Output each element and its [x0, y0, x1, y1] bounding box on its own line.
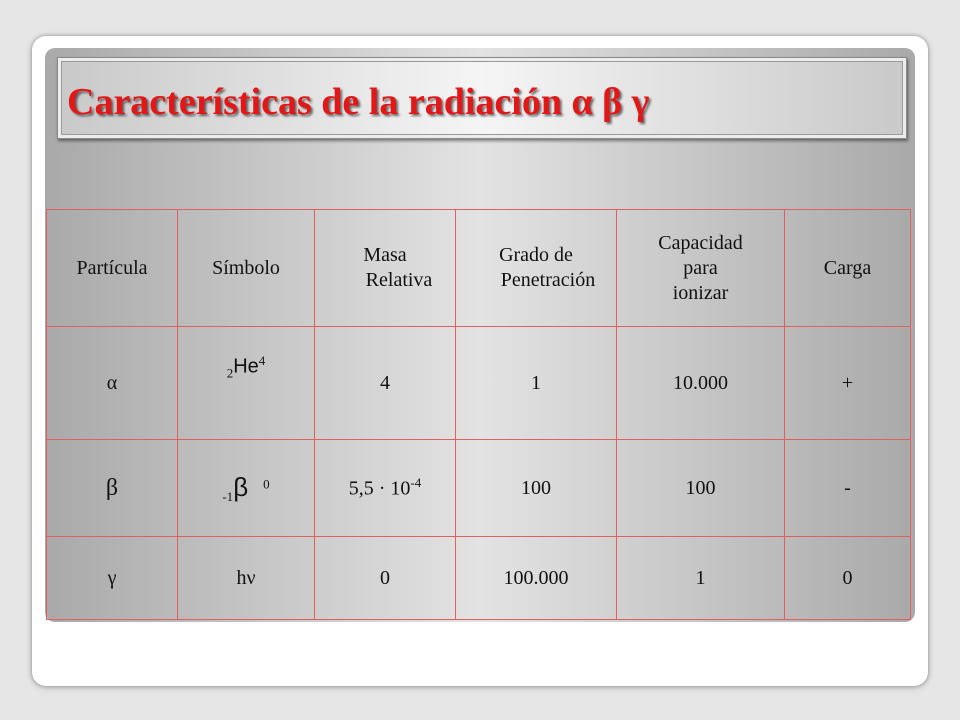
header-particula: Partícula [47, 210, 178, 327]
beta-symbol-sup: 0 [263, 476, 270, 492]
beta-symbol-sub: -1 [222, 488, 234, 504]
cell-simbolo-beta [178, 440, 315, 537]
cell-particula-beta: β [47, 440, 178, 537]
cell-grado-beta: 100 [456, 440, 617, 537]
beta-mass-base: 5,5 · 10 [348, 477, 411, 500]
cell-masa-gamma: 0 [315, 537, 456, 620]
header-capacidad-line3: ionizar [672, 281, 729, 304]
radiation-table [46, 209, 911, 620]
cell-capacidad-alpha: 10.000 [617, 327, 785, 440]
header-masa [315, 210, 456, 327]
header-carga: Carga [785, 210, 911, 327]
table-row-gamma [47, 537, 911, 620]
cell-grado-gamma: 100.000 [456, 537, 617, 620]
header-capacidad-line1: Capacidad [658, 231, 743, 254]
alpha-symbol-base: He [233, 355, 259, 378]
cell-capacidad-gamma: 1 [617, 537, 785, 620]
alpha-symbol-sup: 4 [258, 353, 266, 368]
cell-particula-alpha: α [47, 327, 178, 440]
header-simbolo: Símbolo [178, 210, 315, 327]
header-grado [456, 210, 617, 327]
header-masa-line2: Relativa [365, 269, 433, 291]
beta-symbol-base: β [233, 471, 249, 502]
header-masa-line1: Masa [363, 244, 407, 266]
table-row-beta [47, 440, 911, 537]
header-capacidad [617, 210, 785, 327]
header-grado-line1: Grado de [499, 244, 573, 266]
table-row-alpha [47, 327, 911, 440]
cell-carga-alpha: + [785, 327, 911, 440]
table-header-row [47, 210, 911, 327]
cell-simbolo-gamma: hν [178, 537, 315, 620]
cell-simbolo-alpha [178, 327, 315, 440]
beta-mass-exp: -4 [410, 474, 422, 490]
cell-carga-gamma: 0 [785, 537, 911, 620]
header-grado-line2: Penetración [500, 269, 596, 291]
cell-masa-alpha: 4 [315, 327, 456, 440]
cell-masa-beta [315, 440, 456, 537]
slide-title: Características de la radiación α β γ [67, 81, 650, 123]
header-capacidad-line2: para [683, 256, 718, 279]
cell-carga-beta: - [785, 440, 911, 537]
alpha-symbol-sub: 2 [226, 365, 234, 381]
cell-grado-alpha: 1 [456, 327, 617, 440]
cell-capacidad-beta: 100 [617, 440, 785, 537]
cell-particula-gamma: γ [47, 537, 178, 620]
